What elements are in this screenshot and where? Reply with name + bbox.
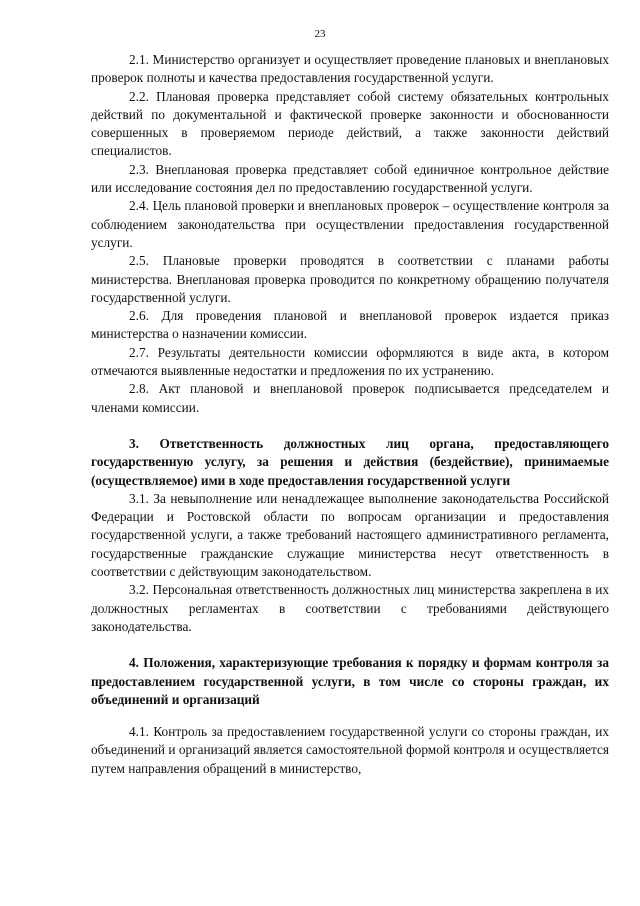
paragraph-2-6: 2.6. Для проведения плановой и внеплановой проверок издается приказ министерства о назначении комиссии.: [91, 308, 609, 342]
paragraph-2-8: 2.8. Акт плановой и внеплановой проверок подписывается председателем и членами комиссии.: [91, 381, 609, 415]
paragraph-4-1: 4.1. Контроль за предоставлением государственной услуги со стороны граждан, их объединений и организаций является самостоятельной формой контроля и осуществляется путем направления обращений в министерство,: [91, 724, 609, 776]
spacer: [91, 709, 609, 723]
section-4-heading: 4. Положения, характеризующие требования к порядку и формам контроля за предоставлением государственной услуги, в том числе со стороны граждан, их объединений и организаций: [91, 655, 609, 707]
spacer: [91, 417, 609, 435]
document-body: [91, 51, 609, 778]
paragraph-2-5: 2.5. Плановые проверки проводятся в соответствии с планами работы министерства. Внеплановая проверка проводится по конкретному обращению получателя государственной услуги.: [91, 253, 609, 305]
page-number: 23: [314, 28, 326, 40]
section-3-heading: 3. Ответственность должностных лиц органа, предоставляющего государственную услугу, за решения и действия (бездействие), принимаемые (осуществляемое) ими в ходе предоставления государственной услуги: [91, 435, 609, 488]
paragraph-2-1: 2.1. Министерство организует и осуществляет проведение плановых и внеплановых проверок полноты и качества предоставления государственной услуги.: [91, 52, 609, 86]
paragraph-2-2: 2.2. Плановая проверка представляет собой систему обязательных контрольных действий по документальной и фактической проверке законности и обоснованности совершенных в проверяемом периоде действий, а также законности действий специалистов.: [91, 88, 609, 159]
spacer: [91, 636, 609, 654]
paragraph-2-3: 2.3. Внеплановая проверка представляет собой единичное контрольное действие или исследование состояния дел по предоставлению государственной услуги.: [91, 161, 609, 196]
paragraph-3-2: 3.2. Персональная ответственность должностных лиц министерства закреплена в их должностных регламентах в соответствии с требованиями действующего законодательства.: [91, 582, 609, 634]
paragraph-3-1: 3.1. За невыполнение или ненадлежащее выполнение законодательства Российской Федерации и Ростовской области по вопросам организации и предоставления государственной услуги, а также требований настоящего административного регламента, государственные гражданские служащие министерства несут ответственность в соответствии с действующим законодательством.: [91, 490, 609, 580]
paragraph-2-4: 2.4. Цель плановой проверки и внеплановых проверок – осуществление контроля за соблюдением законодательства при осуществлении предоставления государственной услуги.: [91, 198, 609, 250]
paragraph-2-7: 2.7. Результаты деятельности комиссии оформляются в виде акта, в котором отмечаются выявленные недостатки и предложения по их устранению.: [91, 344, 609, 379]
